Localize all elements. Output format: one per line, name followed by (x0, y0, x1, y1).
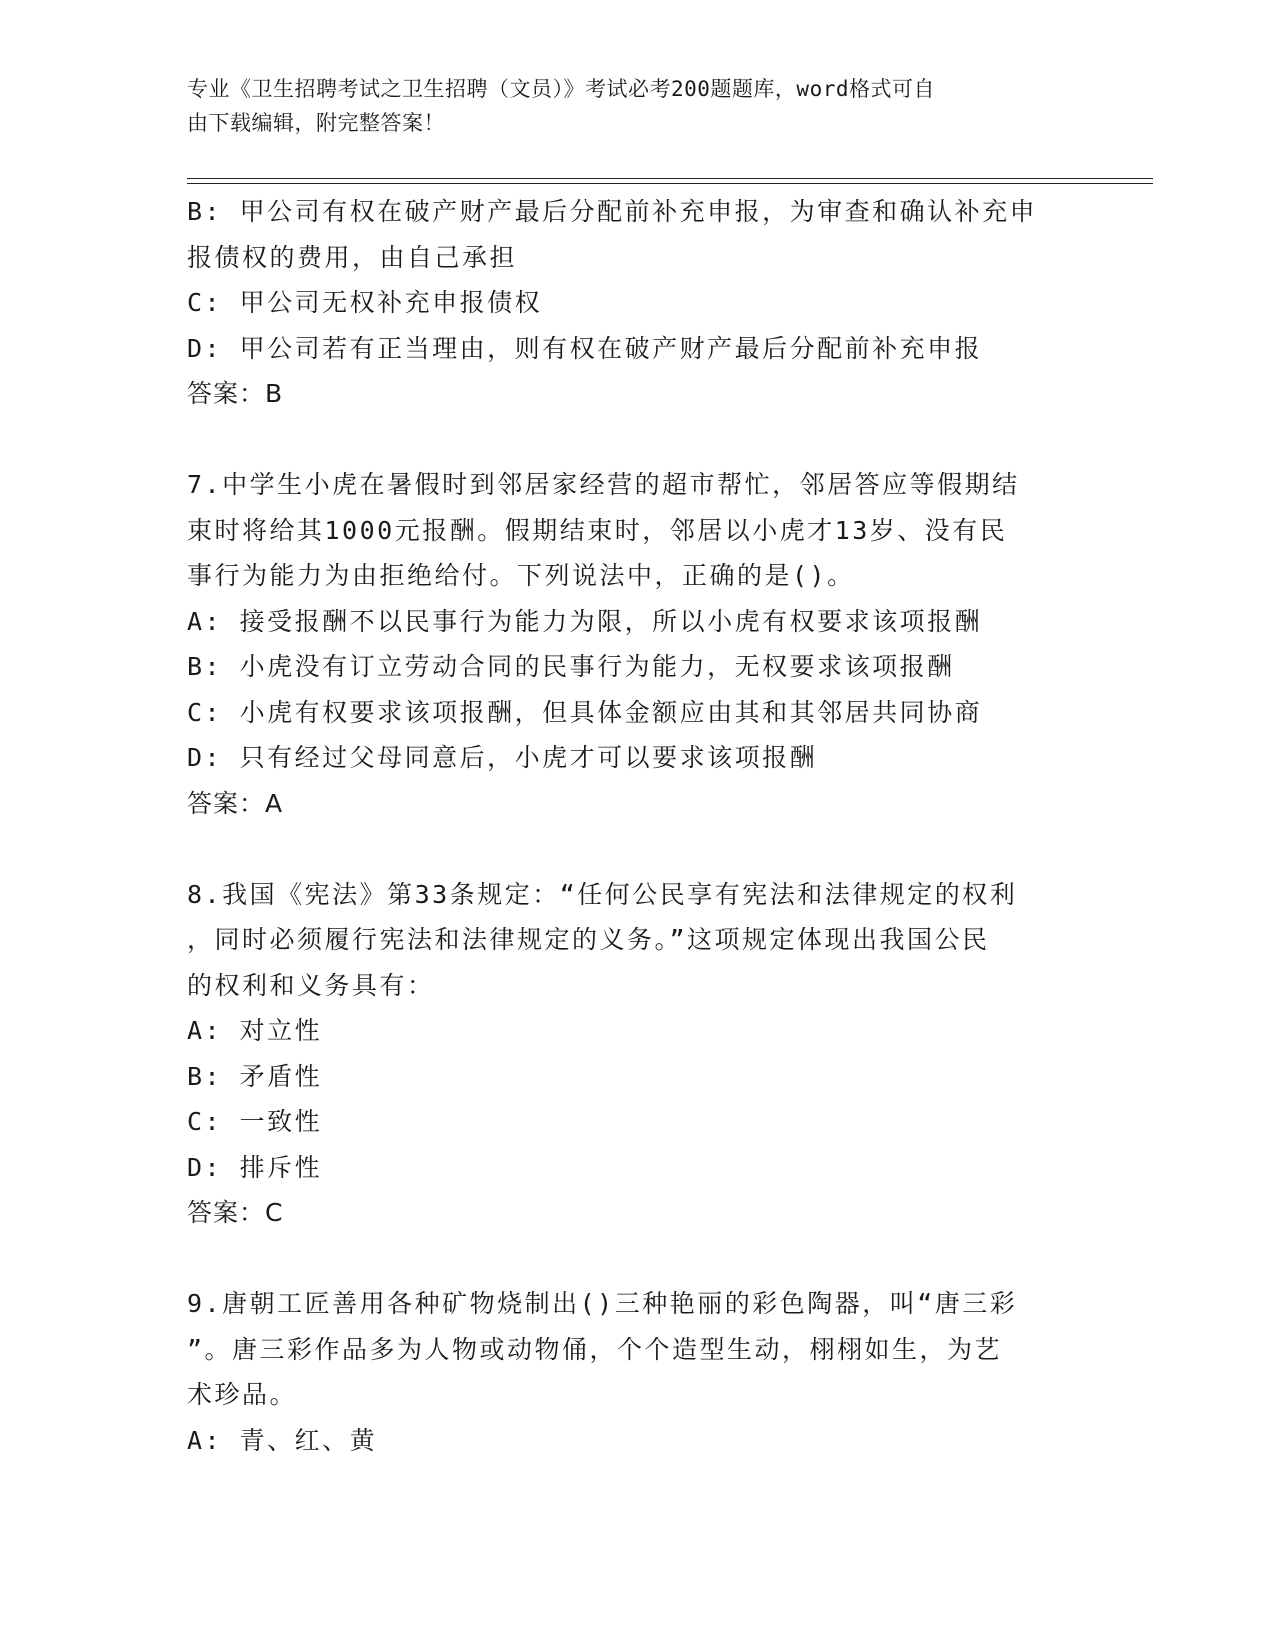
option-c: C: 一致性 (187, 1107, 323, 1136)
option-b-line-1: B: 甲公司有权在破产财产最后分配前补充申报，为审查和确认补充申 (187, 197, 1038, 226)
spacer (187, 417, 1077, 463)
question-body (187, 189, 1077, 1463)
header-line-1: 专业《卫生招聘考试之卫生招聘（文员）》考试必考200题题库，word格式可自 (187, 77, 935, 101)
question-stem-line-3: 术珍品。 (187, 1380, 298, 1409)
spacer (187, 1236, 1077, 1282)
option-a: A: 青、红、黄 (187, 1425, 378, 1455)
question-stem-line-3: 事行为能力为由拒绝给付。下列说法中，正确的是()。 (187, 561, 855, 590)
header-divider-bottom (187, 183, 1153, 184)
question-7 (187, 462, 1077, 826)
option-c: C: 小虎有权要求该项报酬，但具体金额应由其和其邻居共同协商 (187, 697, 983, 727)
option-d: D: 甲公司若有正当理由，则有权在破产财产最后分配前补充申报 (187, 333, 983, 363)
option-a: A: 接受报酬不以民事行为能力为限，所以小虎有权要求该项报酬 (187, 606, 983, 636)
question-stem-line-2: ”。唐三彩作品多为人物或动物俑，个个造型生动，栩栩如生，为艺 (187, 1334, 1003, 1364)
question-8 (187, 872, 1077, 1236)
question-9 (187, 1281, 1077, 1463)
option-c: C: 甲公司无权补充申报债权 (187, 288, 543, 317)
option-b: B: 小虎没有订立劳动合同的民事行为能力，无权要求该项报酬 (187, 652, 955, 681)
header-line-2: 由下载编辑，附完整答案！ (187, 111, 445, 135)
question-stem-line-3: 的权利和义务具有： (187, 970, 435, 1000)
answer: 答案：B (187, 379, 284, 408)
option-d: D: 排斥性 (187, 1152, 323, 1182)
header-divider-top (187, 178, 1153, 179)
answer: 答案：A (187, 788, 284, 818)
document-header (187, 72, 1067, 140)
option-b-line-2: 报债权的费用，由自己承担 (187, 242, 518, 272)
question-6 (187, 189, 1077, 417)
option-a: A: 对立性 (187, 1016, 323, 1045)
answer: 答案：C (187, 1198, 284, 1227)
question-stem-line-1: 9.唐朝工匠善用各种矿物烧制出()三种艳丽的彩色陶器，叫“唐三彩 (187, 1289, 1018, 1318)
question-stem-line-2: ，同时必须履行宪法和法律规定的义务。”这项规定体现出我国公民 (187, 925, 990, 954)
option-d: D: 只有经过父母同意后，小虎才可以要求该项报酬 (187, 743, 818, 772)
question-stem-line-1: 8.我国《宪法》第33条规定：“任何公民享有宪法和法律规定的权利 (187, 879, 1018, 909)
question-stem-line-2: 束时将给其1000元报酬。假期结束时，邻居以小虎才13岁、没有民 (187, 515, 1008, 545)
option-b: B: 矛盾性 (187, 1061, 323, 1091)
question-stem-line-1: 7.中学生小虎在暑假时到邻居家经营的超市帮忙，邻居答应等假期结 (187, 470, 1020, 499)
spacer (187, 826, 1077, 872)
